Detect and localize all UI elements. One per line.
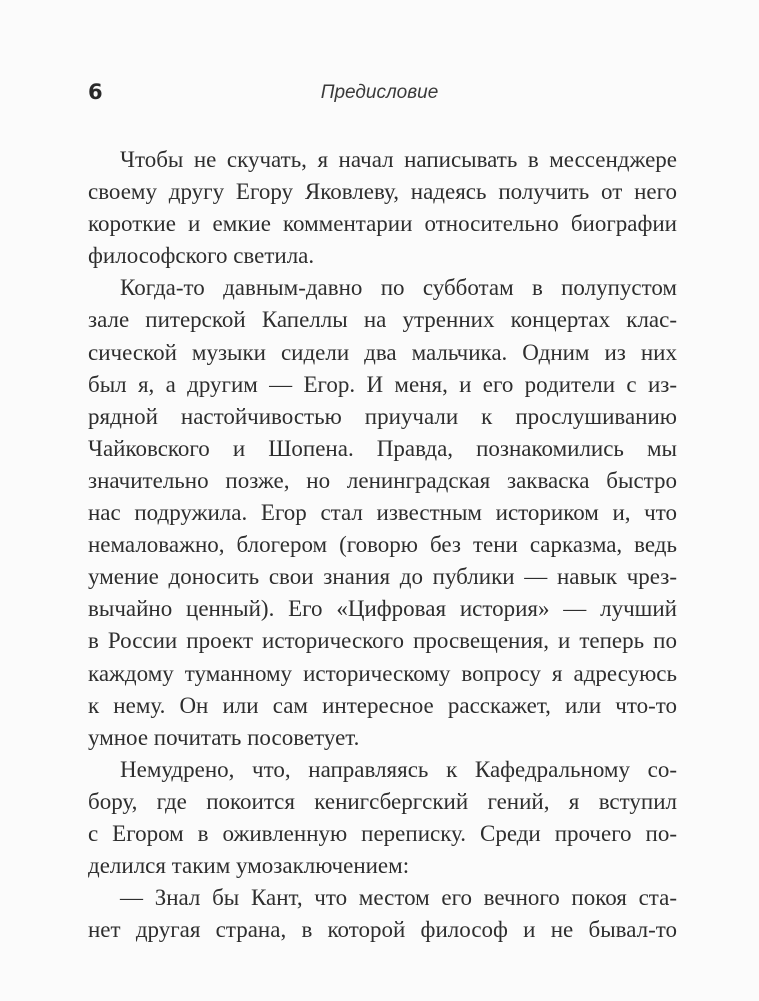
text-line: нет другая страна, в которой философ и не бывал-то xyxy=(88,917,677,943)
text-line: вычайно ценный). Его «Цифровая история» — лучший xyxy=(88,596,677,622)
text-line: немаловажно, блогером (говорю без тени сарказма, ведь xyxy=(88,532,677,558)
text-line: философского светила. xyxy=(88,243,315,269)
text-line: с Егором в оживленную переписку. Среди прочего по- xyxy=(88,820,677,846)
text-line: умение доносить свои знания до публики — навык чрез- xyxy=(88,564,677,590)
text-line: зале питерской Капеллы на утренних концертах клас- xyxy=(88,307,677,333)
text-line: к нему. Он или сам интересное расскажет, или что-то xyxy=(88,692,677,718)
text-line: был я, а другим — Егор. И меня, и его родители с из- xyxy=(88,371,677,397)
text-line: в России проект исторического просвещения, и теперь по xyxy=(88,628,677,654)
text-line: каждому туманному историческому вопросу я адресуюсь xyxy=(88,660,677,686)
text-line: значительно позже, но ленинградская закваска быстро xyxy=(88,467,677,493)
page-number: 6 xyxy=(88,80,103,104)
text-line: умное почитать посоветует. xyxy=(88,724,360,750)
text-line: рядной настойчивостью приучали к прослушиванию xyxy=(88,403,677,429)
text-line: Когда-то давным-давно по субботам в полупустом xyxy=(120,275,677,301)
running-title: Предисловие xyxy=(320,82,439,103)
text-line: нас подружила. Егор стал известным историком и, что xyxy=(88,500,677,526)
text-line: Чайковского и Шопена. Правда, познакомились мы xyxy=(88,435,677,461)
text-line: сической музыки сидели два мальчика. Одним из них xyxy=(88,339,677,365)
body-text xyxy=(88,144,677,946)
text-line: Немудрено, что, направляясь к Кафедральному со- xyxy=(120,756,677,782)
text-line: — Знал бы Кант, что местом его вечного покоя ста- xyxy=(120,885,677,911)
text-line: своему другу Егору Яковлеву, надеясь получить от него xyxy=(88,179,677,205)
text-line: бору, где покоится кенигсбергский гений, я вступил xyxy=(88,788,677,814)
text-line: короткие и емкие комментарии относительно биографии xyxy=(88,211,677,237)
text-line: делился таким умозаключением: xyxy=(88,853,410,879)
text-line: Чтобы не скучать, я начал написывать в мессенджере xyxy=(120,147,677,172)
